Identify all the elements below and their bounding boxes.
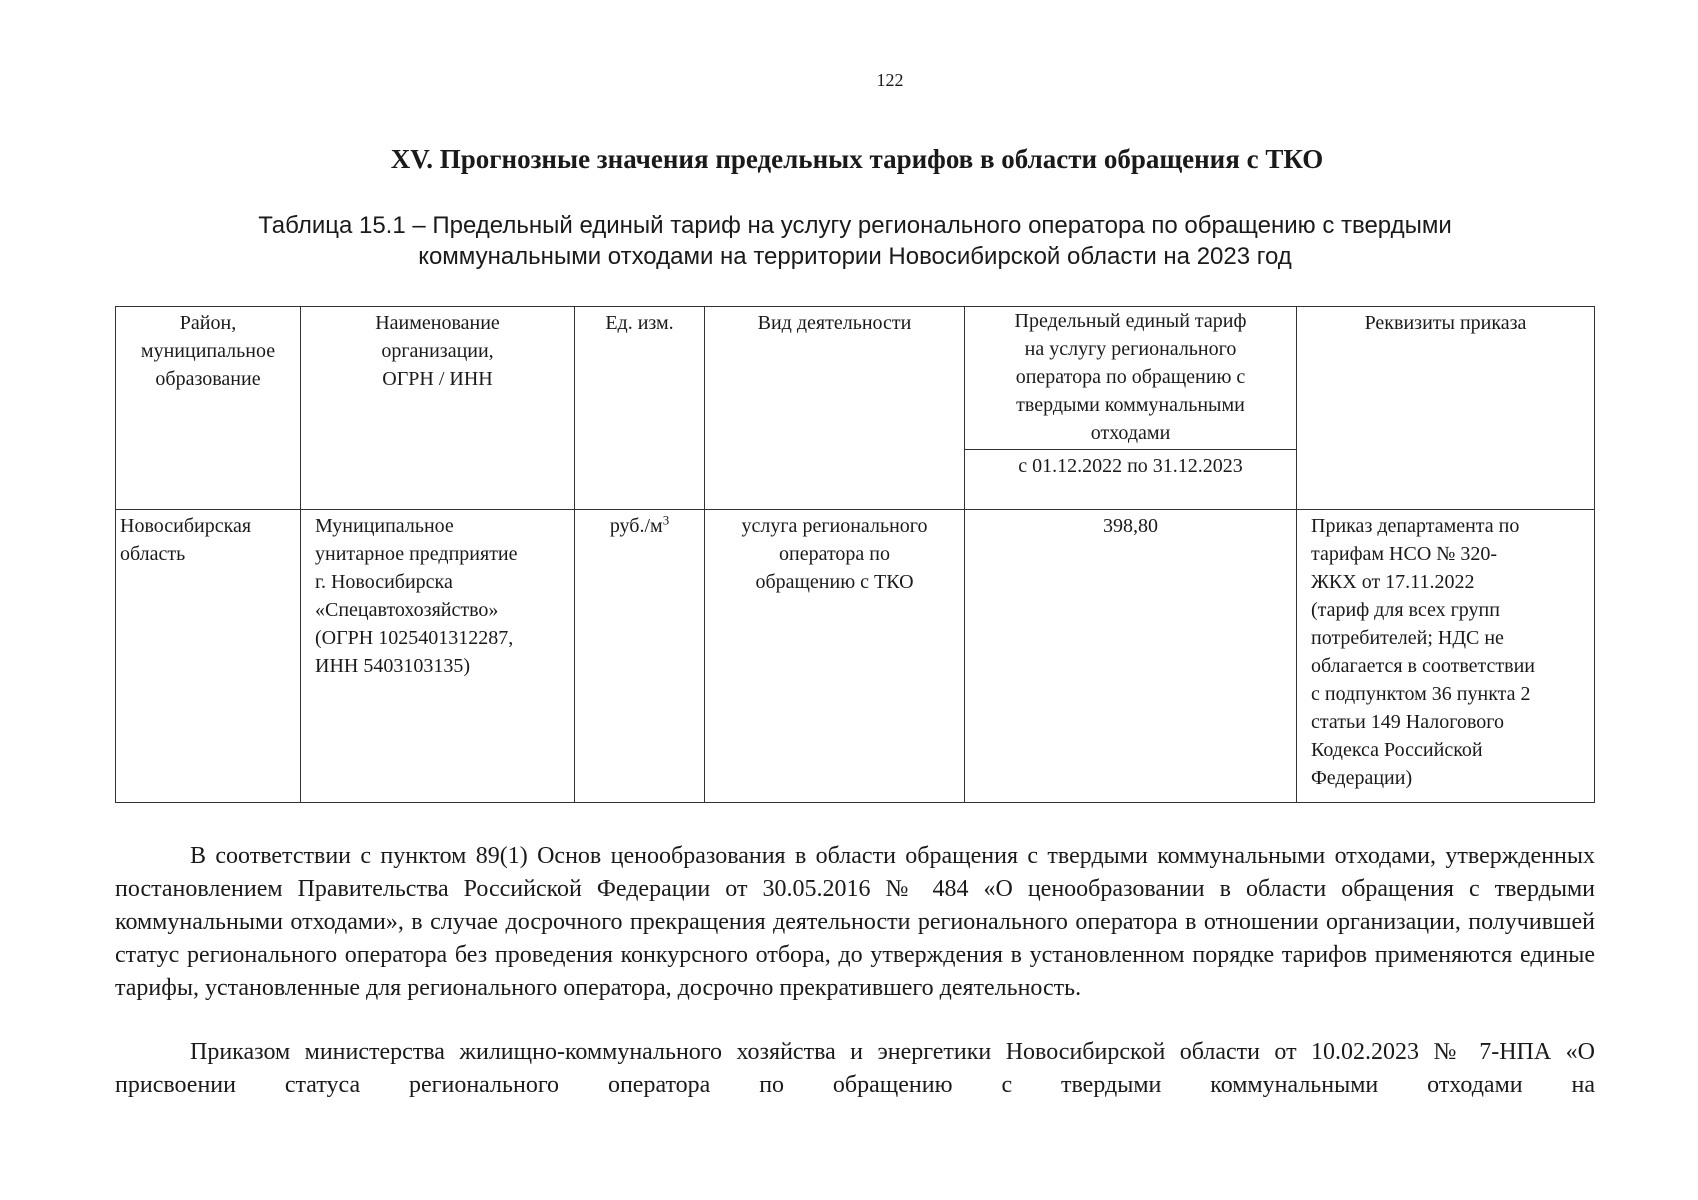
body-paragraph bbox=[115, 840, 1595, 1005]
header-tariff-line: Предельный единый тариф bbox=[1014, 310, 1247, 332]
table-caption-line-2: коммунальными отходами на территории Новосибирской области на 2023 год bbox=[418, 243, 1292, 270]
header-unit: Ед. изм. bbox=[575, 307, 705, 510]
cell-district-line: область bbox=[120, 543, 186, 565]
cell-organization-line: ИНН 5403103135) bbox=[315, 655, 470, 677]
cell-activity-line: обращению с ТКО bbox=[755, 571, 914, 593]
cell-order-line: Кодекса Российской bbox=[1311, 739, 1483, 761]
header-organization-line: ОГРН / ИНН bbox=[382, 368, 493, 390]
header-tariff-title bbox=[965, 307, 1296, 450]
cell-order-line: статьи 149 Налогового bbox=[1311, 711, 1504, 733]
cell-organization-line: унитарное предприятие bbox=[315, 543, 518, 565]
page-number: 122 bbox=[876, 70, 904, 90]
cell-organization bbox=[301, 510, 575, 803]
body-paragraph bbox=[115, 1036, 1595, 1102]
table-header-row bbox=[116, 307, 1595, 510]
cell-order-line: Приказ департамента по bbox=[1311, 515, 1520, 537]
cell-order-line: ЖКХ от 17.11.2022 bbox=[1311, 571, 1475, 593]
cell-unit-base: руб./м bbox=[609, 515, 663, 537]
cell-order-line: облагается в соответствии bbox=[1311, 655, 1536, 677]
cell-order bbox=[1297, 510, 1595, 803]
cell-order-line: (тариф для всех групп bbox=[1311, 599, 1500, 621]
cell-organization-line: Муниципальное bbox=[315, 515, 454, 537]
cell-district-line: Новосибирская bbox=[120, 515, 252, 537]
cell-order-line: с подпунктом 36 пункта 2 bbox=[1311, 683, 1531, 705]
cell-activity-line: оператора по bbox=[779, 543, 890, 565]
table-caption-line-1: Таблица 15.1 – Предельный единый тариф на услугу регионального оператора по обращению с твердыми bbox=[258, 212, 1452, 239]
tariff-table bbox=[115, 306, 1595, 803]
header-organization-line: Наименование bbox=[375, 312, 500, 334]
cell-organization-line: г. Новосибирска bbox=[315, 571, 453, 593]
cell-unit bbox=[575, 510, 705, 803]
cell-activity bbox=[705, 510, 965, 803]
cell-order-line: Федерации) bbox=[1311, 767, 1413, 789]
header-district bbox=[116, 307, 301, 510]
cell-activity-line: услуга регионального bbox=[741, 515, 928, 537]
header-activity: Вид деятельности bbox=[705, 307, 965, 510]
header-organization bbox=[301, 307, 575, 510]
cell-unit-superscript: 3 bbox=[662, 512, 670, 528]
table-caption bbox=[200, 210, 1510, 272]
header-tariff bbox=[965, 307, 1297, 510]
cell-order-line: тарифам НСО № 320- bbox=[1311, 543, 1498, 565]
section-title: XV. Прогнозные значения предельных тарифов в области обращения с ТКО bbox=[390, 144, 1324, 174]
header-tariff-line: на услугу регионального bbox=[1024, 338, 1237, 360]
paragraph-text: Приказом министерства жилищно-коммунального хозяйства и энергетики Новосибирской области от 10.02.2023 № 7-НПА «О присвоении статуса регионального оператора по обращению с твердыми коммунальными отходами на bbox=[115, 1039, 1595, 1098]
cell-tariff-value: 398,80 bbox=[965, 510, 1297, 803]
header-tariff-line: оператора по обращению с bbox=[1015, 366, 1246, 388]
header-organization-line: организации, bbox=[381, 340, 494, 362]
header-district-line: муниципальное bbox=[140, 340, 276, 362]
cell-district bbox=[116, 510, 301, 803]
header-tariff-line: отходами bbox=[1090, 422, 1171, 444]
header-district-line: Район, bbox=[179, 312, 237, 334]
cell-organization-line: «Спецавтохозяйство» bbox=[315, 599, 499, 621]
paragraph-text: В соответствии с пунктом 89(1) Основ ценообразования в области обращения с твердыми коммунальными отходами, утвержденных постановлением Правительства Российской Федерации от 30.05.2016 № 484 «О ценообразовании в области обращения с твердыми коммунальными отходами», в случае досрочного прекращения деятельности регионального оператора в отношении организации, получившей статус регионального оператора без проведения конкурсного отбора, до утверждения в установленном порядке тарифов применяются единые тарифы, установленные для регионального оператора, досрочно прекратившего деятельность. bbox=[115, 843, 1595, 1001]
header-district-line: образование bbox=[155, 368, 261, 390]
header-order: Реквизиты приказа bbox=[1297, 307, 1595, 510]
cell-order-line: потребителей; НДС не bbox=[1311, 627, 1504, 649]
header-tariff-period: с 01.12.2022 по 31.12.2023 bbox=[1018, 455, 1243, 477]
header-tariff-line: твердыми коммунальными bbox=[1016, 394, 1245, 416]
table-row bbox=[116, 510, 1595, 803]
cell-organization-line: (ОГРН 1025401312287, bbox=[315, 627, 514, 649]
